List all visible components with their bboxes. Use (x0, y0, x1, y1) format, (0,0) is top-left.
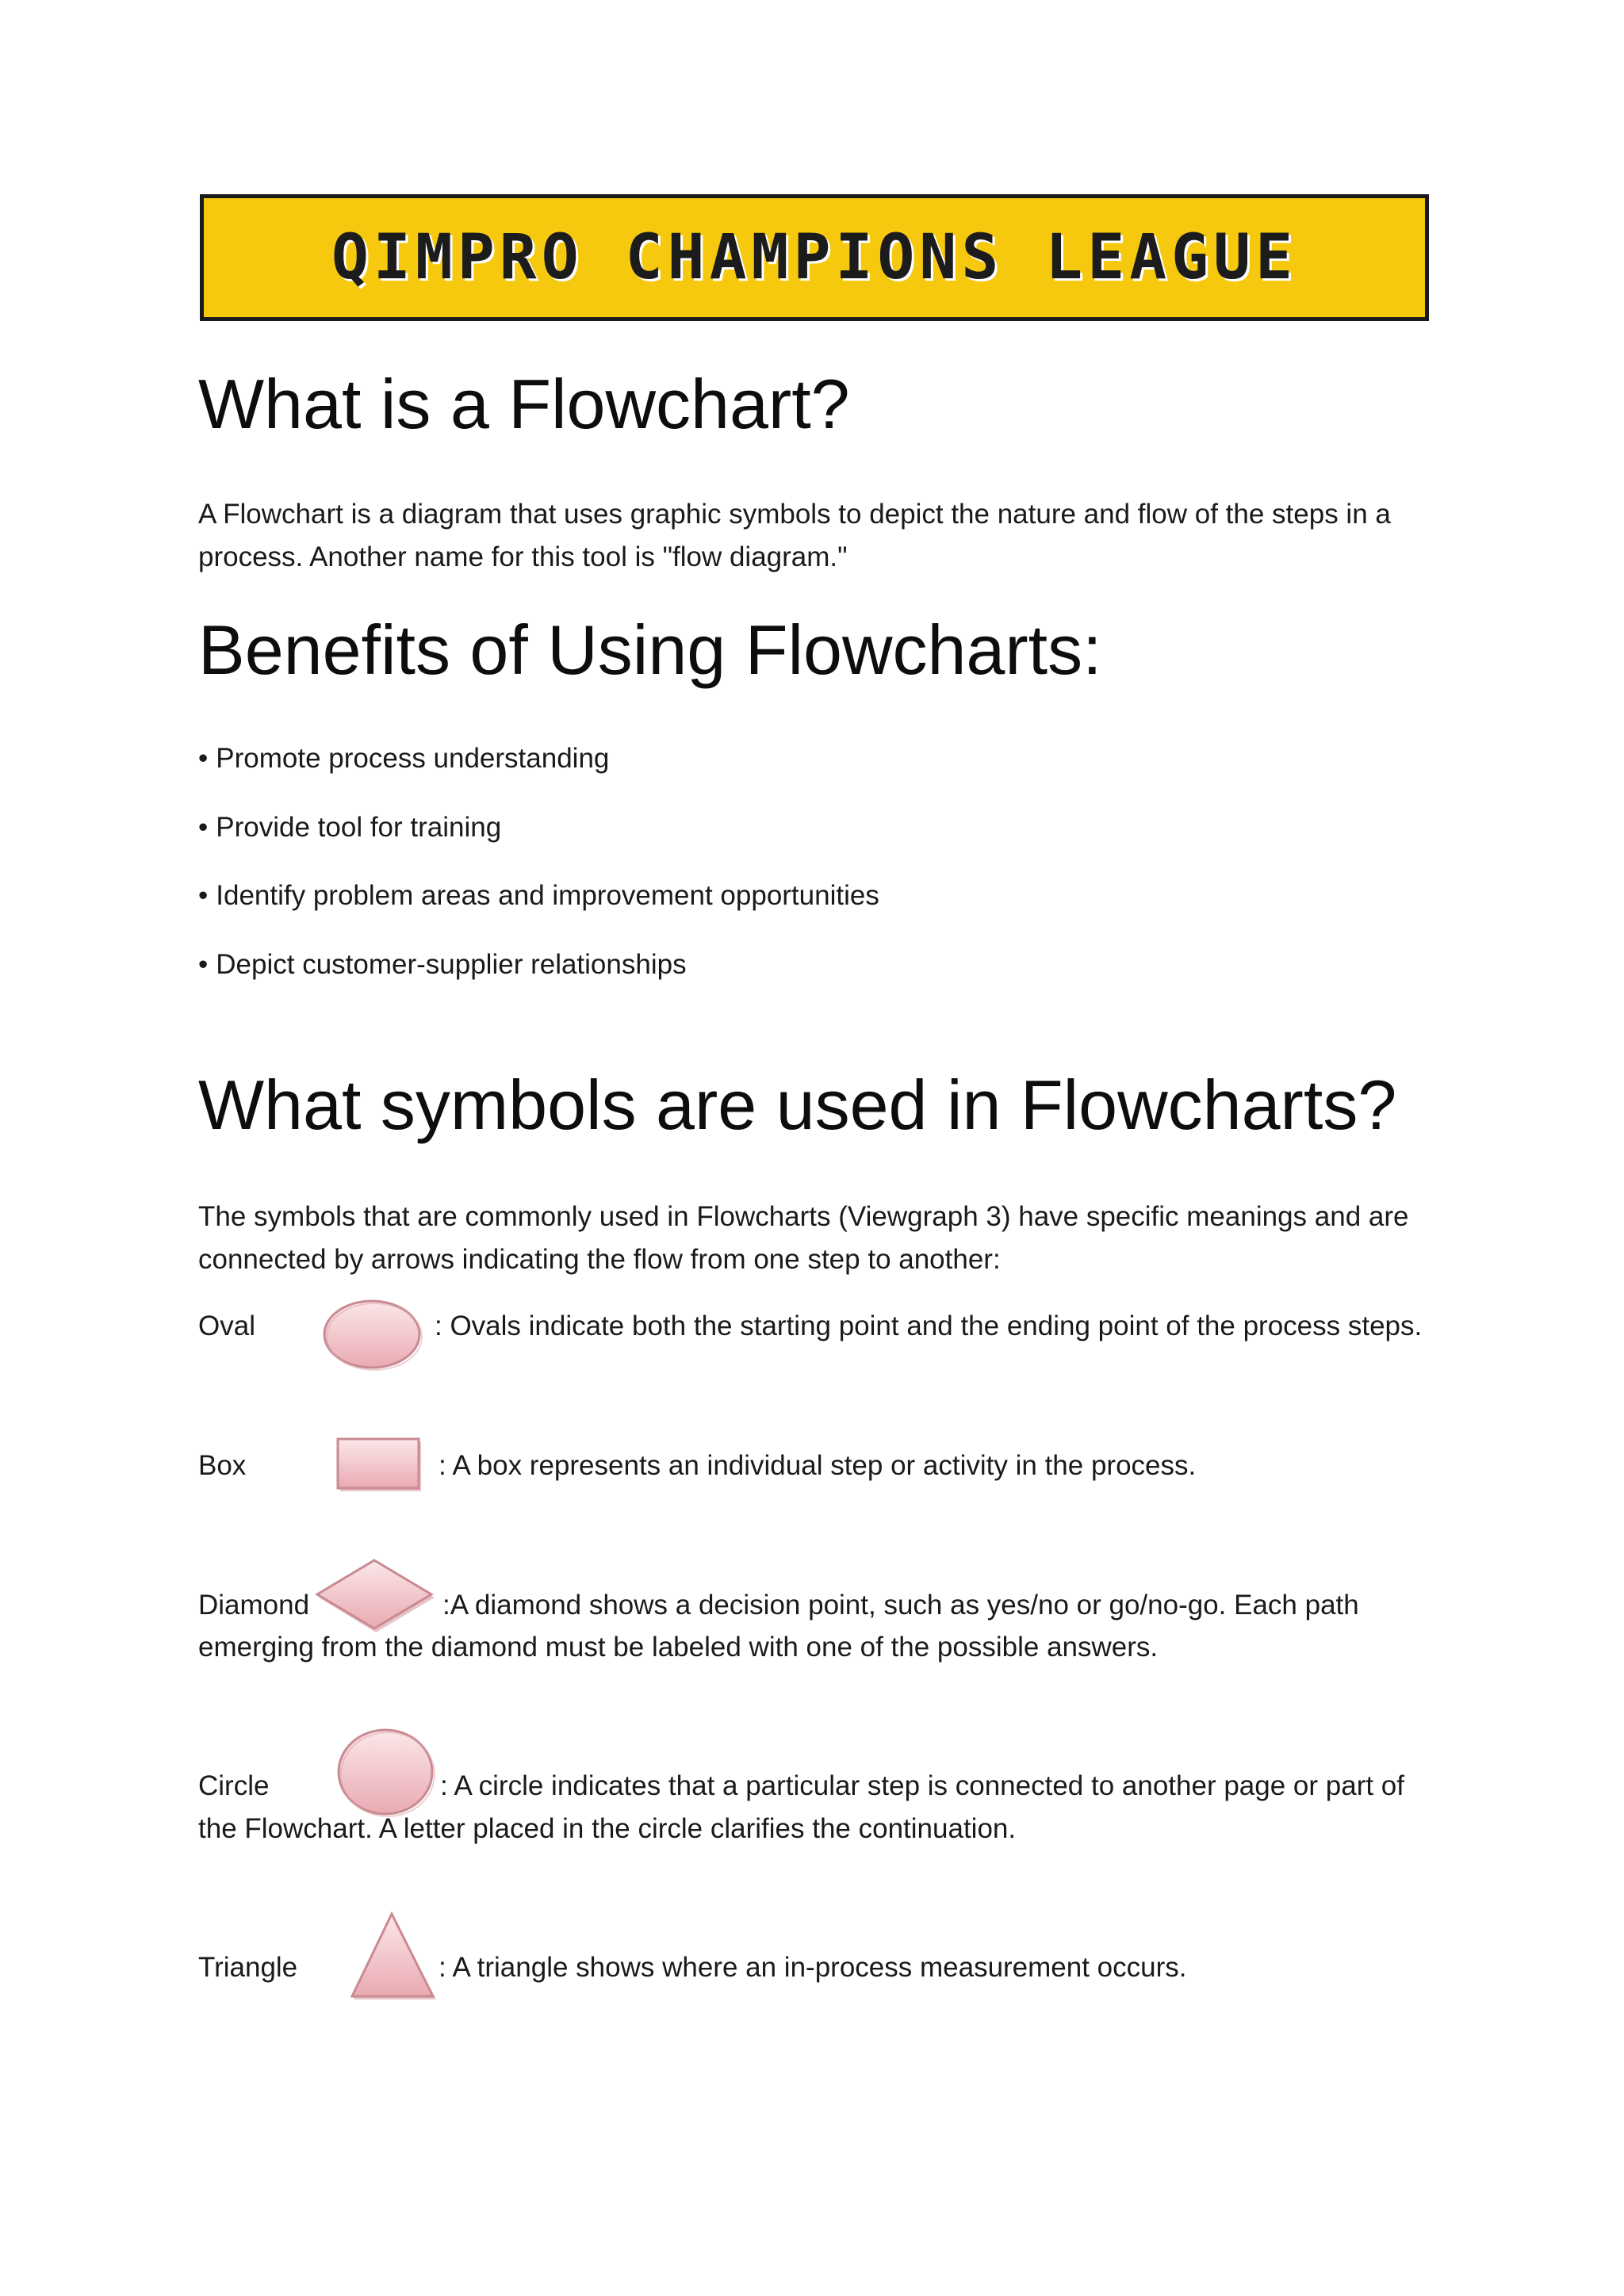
symbol-desc-diamond-cont: emerging from the diamond must be labeled with one of the possible answers. (198, 1632, 1159, 1663)
symbols-intro-line-2: connected by arrows indicating the flow from one step to another: (198, 1244, 1001, 1275)
benefit-item (198, 812, 501, 844)
benefit-item (198, 880, 879, 912)
bullet-icon: • (198, 743, 209, 774)
circle-icon (335, 1727, 438, 1819)
benefit-text: Promote process understanding (216, 743, 610, 774)
definition-line-1: A Flowchart is a diagram that uses graphic symbols to depict the nature and flow of the steps in a (198, 499, 1391, 530)
definition-line-2: process. Another name for this tool is "flow diagram." (198, 541, 848, 572)
oval-icon (321, 1299, 424, 1372)
symbol-label-box: Box (198, 1450, 247, 1481)
heading-benefits: Benefits of Using Flowcharts: (198, 610, 1102, 689)
heading-what-is-flowchart: What is a Flowchart? (198, 365, 850, 443)
bullet-icon: • (198, 949, 209, 980)
symbol-desc-triangle: : A triangle shows where an in-process measurement occurs. (439, 1952, 1187, 1983)
symbol-label-circle: Circle (198, 1770, 270, 1801)
banner-text: QIMPRO CHAMPIONS LEAGUE (331, 222, 1298, 293)
definition-paragraph (198, 493, 1451, 579)
bullet-icon: • (198, 812, 209, 843)
symbol-desc-circle-cont: the Flowchart. A letter placed in the circle clarifies the continuation. (198, 1813, 1017, 1844)
box-icon (337, 1437, 424, 1494)
benefit-text: Identify problem areas and improvement opportunities (216, 880, 879, 911)
triangle-icon (350, 1911, 439, 2003)
bullet-icon: • (198, 880, 209, 911)
heading-symbols: What symbols are used in Flowcharts? (198, 1066, 1397, 1144)
benefit-item (198, 743, 609, 775)
diamond-icon (316, 1558, 436, 1636)
qimpro-banner (200, 194, 1429, 321)
benefit-text: Depict customer-supplier relationships (216, 949, 687, 980)
symbol-label-triangle: Triangle (198, 1952, 298, 1983)
benefit-item (198, 949, 687, 981)
benefit-text: Provide tool for training (216, 812, 502, 843)
symbol-desc-circle: : A circle indicates that a particular step is connected to another page or part of (440, 1770, 1404, 1801)
symbol-desc-box: : A box represents an individual step or activity in the process. (439, 1450, 1197, 1481)
symbol-label-diamond: Diamond (198, 1590, 310, 1621)
symbol-desc-diamond: :A diamond shows a decision point, such as yes/no or go/no-go. Each path (442, 1590, 1359, 1621)
symbol-label-oval: Oval (198, 1311, 255, 1341)
symbols-intro (198, 1196, 1451, 1281)
symbol-desc-oval: : Ovals indicate both the starting point and the ending point of the process steps. (435, 1311, 1423, 1341)
symbols-intro-line-1: The symbols that are commonly used in Flowcharts (Viewgraph 3) have specific meanings and are (198, 1201, 1409, 1232)
